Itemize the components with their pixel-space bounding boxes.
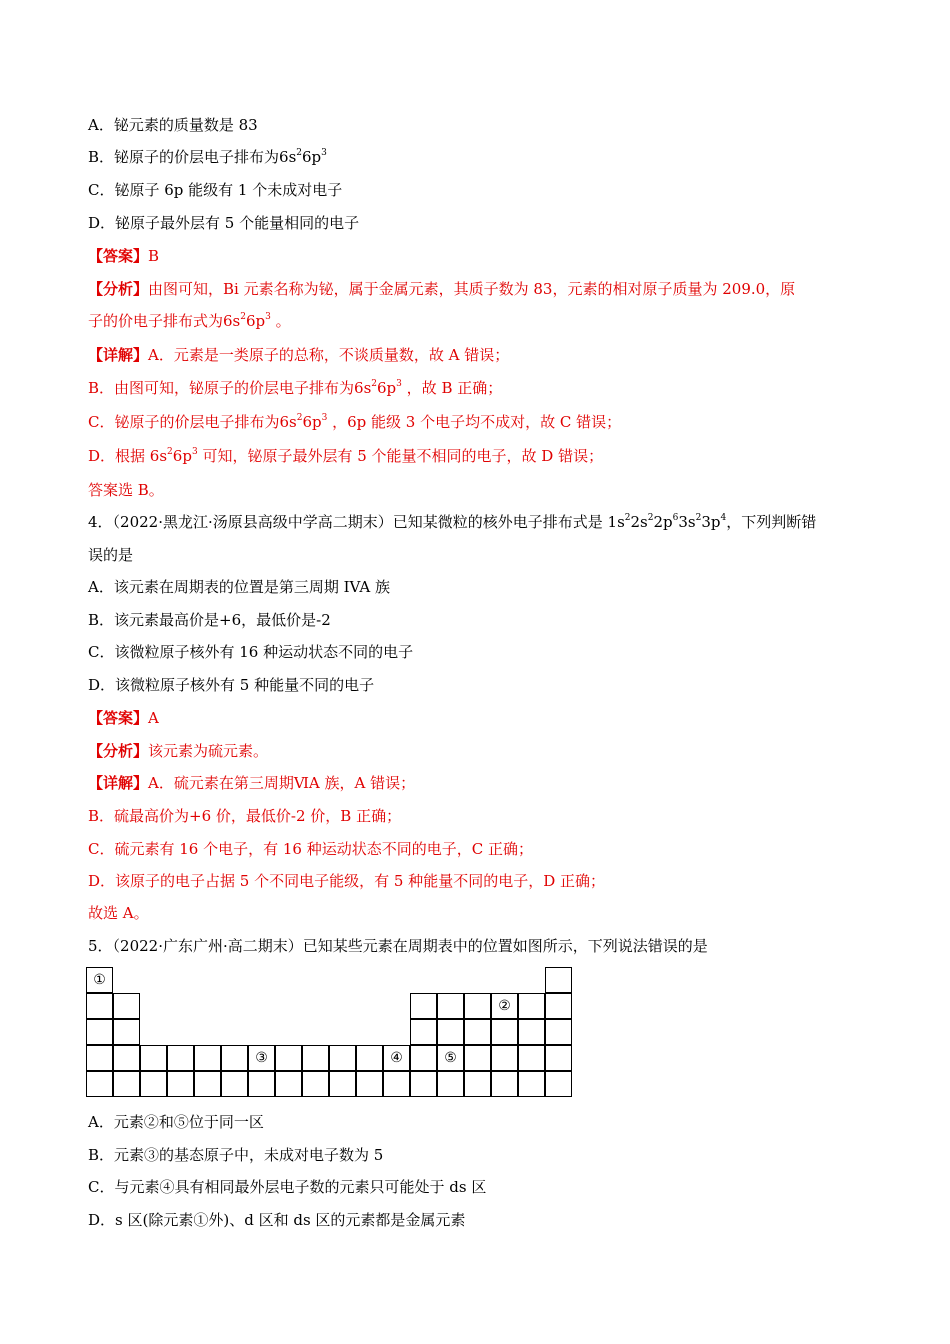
q3-analysis-line2: 子的价电子排布式为$6s^26p^3$ 。 (88, 312, 291, 330)
table-cell (518, 993, 545, 1019)
table-cell (464, 993, 491, 1019)
q4-analysis: 【分析】该元素为硫元素。 (88, 742, 269, 760)
table-cell (545, 967, 572, 993)
table-cell (410, 1045, 437, 1071)
table-cell (194, 1071, 221, 1097)
element-3-cell: ③ (248, 1045, 275, 1071)
q3-option-a: A．铋元素的质量数是 83 (88, 116, 258, 134)
q4-detail-b: B．硫最高价为+6 价，最低价-2 价，B 正确； (88, 807, 402, 825)
table-cell (464, 1071, 491, 1097)
electron-config: $6s^26p^3$ (149, 447, 198, 465)
q4-stem-line1: 4．（2022·黑龙江·汤原县高级中学高二期末）已知某微粒的核外电子排布式是 $1s^22s^22p^63s^23p^4$，下列判断错 (88, 513, 817, 531)
table-cell (140, 1071, 167, 1097)
q3-answer: 【答案】B (88, 247, 160, 265)
table-cell (518, 1071, 545, 1097)
element-4-cell: ④ (383, 1045, 410, 1071)
table-cell (545, 1019, 572, 1045)
q5-option-c: C．与元素④具有相同最外层电子数的元素只可能处于 ds 区 (88, 1178, 487, 1196)
electron-config: $6s^26p^3$ (223, 312, 271, 330)
electron-config: $6s^26p^3$ (354, 379, 402, 397)
q4-stem-line2: 误的是 (88, 546, 134, 564)
element-2-cell: ② (491, 993, 518, 1019)
table-cell (113, 993, 140, 1019)
q4-option-c: C．该微粒原子核外有 16 种运动状态不同的电子 (88, 643, 414, 661)
q3-conclusion: 答案选 B。 (88, 481, 164, 499)
table-cell (518, 1045, 545, 1071)
table-cell (302, 1045, 329, 1071)
table-cell (383, 1071, 410, 1097)
q5-option-b: B．元素③的基态原子中，未成对电子数为 5 (88, 1146, 384, 1164)
table-cell (194, 1045, 221, 1071)
q4-electron-config: $1s^22s^22p^63s^23p^4$ (607, 513, 727, 531)
q3-detail-b: B．由图可知，铋原子的价层电子排布为$6s^26p^3$ ，故 B 正确； (88, 379, 503, 397)
element-5-cell: ⑤ (437, 1045, 464, 1071)
table-cell (545, 993, 572, 1019)
table-cell (86, 1071, 113, 1097)
table-cell (518, 1019, 545, 1045)
q5-option-d: D．s 区(除元素①外)、d 区和 ds 区的元素都是金属元素 (88, 1211, 466, 1229)
table-cell (329, 1045, 356, 1071)
periodic-table-diagram (86, 967, 576, 1099)
q5-option-a: A．元素②和⑤位于同一区 (88, 1113, 264, 1131)
q3-option-c: C．铋原子 6p 能级有 1 个未成对电子 (88, 181, 343, 199)
table-cell (221, 1045, 248, 1071)
q4-conclusion: 故选 A。 (88, 904, 149, 922)
q3-option-b-text: B．铋原子的价层电子排布为 (88, 148, 280, 166)
table-cell (86, 1019, 113, 1045)
q4-option-b: B．该元素最高价是+6，最低价是-2 (88, 611, 331, 629)
table-cell (464, 1019, 491, 1045)
table-cell (545, 1071, 572, 1097)
element-1-cell: ① (86, 967, 113, 993)
table-cell (140, 1045, 167, 1071)
electron-config: $6s^26p^3$ (279, 148, 327, 166)
table-cell (491, 1071, 518, 1097)
table-cell (302, 1071, 329, 1097)
q3-detail-d: D．根据 $6s^26p^3$ 可知，铋原子最外层有 5 个能量不相同的电子，故 D 错误； (88, 447, 604, 465)
table-cell (86, 993, 113, 1019)
table-cell (275, 1045, 302, 1071)
table-cell (275, 1071, 302, 1097)
q4-option-d: D．该微粒原子核外有 5 种能量不同的电子 (88, 676, 375, 694)
q4-detail-c: C．硫元素有 16 个电子，有 16 种运动状态不同的电子，C 正确； (88, 840, 533, 858)
q4-answer: 【答案】A (88, 709, 159, 727)
table-cell (356, 1071, 383, 1097)
table-cell (491, 1019, 518, 1045)
table-cell (437, 1019, 464, 1045)
table-cell (410, 993, 437, 1019)
q3-analysis-line1: 【分析】由图可知，Bi 元素名称为铋，属于金属元素，其质子数为 83，元素的相对原子质量为 209.0，原 (88, 280, 796, 298)
q3-detail-a: 【详解】A．元素是一类原子的总称，不谈质量数，故 A 错误； (88, 346, 510, 364)
table-cell (437, 1071, 464, 1097)
q3-option-d: D．铋原子最外层有 5 个能量相同的电子 (88, 214, 360, 232)
table-cell (221, 1071, 248, 1097)
table-cell (248, 1071, 275, 1097)
q4-detail-a: 【详解】A．硫元素在第三周期ⅥA 族，A 错误； (88, 774, 416, 792)
q3-detail-c: C．铋原子的价层电子排布为$6s^26p^3$ ，6p 能级 3 个电子均不成对，故 C 错误； (88, 413, 622, 431)
table-cell (167, 1045, 194, 1071)
q3-option-b (88, 147, 327, 167)
q5-stem: 5．（2022·广东广州·高二期末）已知某些元素在周期表中的位置如图所示，下列说法错误的是 (88, 937, 708, 955)
table-cell (86, 1045, 113, 1071)
table-cell (410, 1071, 437, 1097)
table-cell (491, 1045, 518, 1071)
table-cell (113, 1071, 140, 1097)
q4-detail-d: D．该原子的电子占据 5 个不同电子能级，有 5 种能量不同的电子，D 正确； (88, 872, 605, 890)
table-cell (329, 1071, 356, 1097)
electron-config: $6s^26p^3$ (279, 413, 328, 431)
table-cell (545, 1045, 572, 1071)
table-cell (113, 1045, 140, 1071)
table-cell (113, 1019, 140, 1045)
table-cell (437, 993, 464, 1019)
table-cell (167, 1071, 194, 1097)
q4-option-a: A．该元素在周期表的位置是第三周期 IVA 族 (88, 578, 390, 596)
table-cell (410, 1019, 437, 1045)
table-cell (464, 1045, 491, 1071)
table-cell (356, 1045, 383, 1071)
